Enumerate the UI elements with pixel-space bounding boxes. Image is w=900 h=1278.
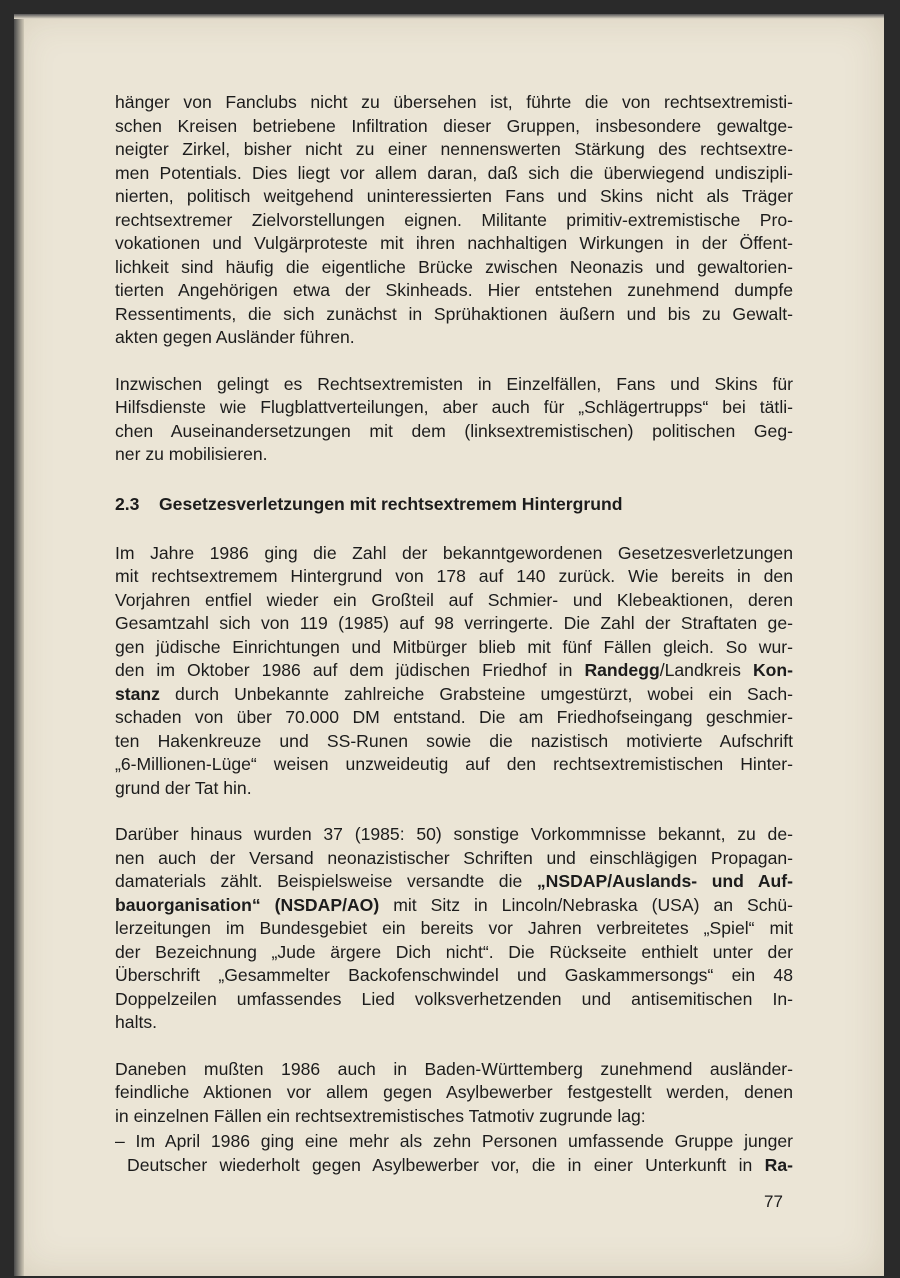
text-line: Hilfsdienste wie Flugblattverteilungen, aber auch für „Schlägertrupps“ bei tätli-	[115, 397, 793, 417]
text-line: Gesamtzahl sich von 119 (1985) auf 98 verringerte. Die Zahl der Straftaten ge-	[115, 613, 793, 633]
text-run: den im Oktober 1986 auf dem jüdischen Friedhof in	[115, 660, 585, 680]
text-line: schen Kreisen betriebene Infiltration dieser Gruppen, insbesondere gewaltge-	[115, 115, 793, 136]
text-line: Darüber hinaus wurden 37 (1985: 50) sonstige Vorkommnisse bekannt, zu de-	[115, 824, 793, 844]
text-line: schaden von über 70.000 DM entstand. Die am Friedhofseingang geschmier-	[115, 707, 793, 727]
text-line: mit rechtsextremem Hintergrund von 178 auf 140 zurück. Wie bereits in den	[115, 566, 793, 586]
paragraph-xenophobia	[115, 1058, 793, 1129]
text-line: Doppelzeilen umfassendes Lied volksverhetzenden und antisemitischen In-	[115, 988, 793, 1009]
text-line: nierten, politisch weitgehend uninteressierten Fans und Skins nicht als Träger	[115, 186, 793, 206]
text-line: ten Hakenkreuze und SS-Runen sowie die nazistisch motivierte Aufschrift	[115, 730, 793, 751]
text-line: der Bezeichnung „Jude ärgere Dich nicht“. Die Rückseite enthielt unter der	[115, 941, 793, 962]
text-run: /Landkreis	[659, 660, 753, 680]
text-line: rechtsextremer Zielvorstellungen eignen. Militante primitiv-extremistische Pro-	[115, 209, 793, 230]
text-line: – Im April 1986 ging eine mehr als zehn Personen umfassende Gruppe junger	[115, 1131, 793, 1151]
text-line: chen Auseinandersetzungen mit dem (linksextremistischen) politischen Geg-	[115, 420, 793, 441]
place-name-fragment: Ra-	[764, 1154, 793, 1175]
place-name-konstanz: Kon-	[752, 660, 793, 680]
text-line	[115, 683, 793, 707]
text-run: Deutscher wiederholt gegen Asylbewerber vor, die in einer Unterkunft in	[127, 1154, 765, 1175]
text-line: hänger von Fanclubs nicht zu übersehen ist, führte die von rechtsextremisti-	[115, 92, 793, 112]
place-name-konstanz-cont: stanz	[115, 683, 160, 704]
scanned-page	[14, 14, 884, 1276]
text-line: Inzwischen gelingt es Rechtsextremisten in Einzelfällen, Fans und Skins für	[115, 373, 793, 394]
text-line	[115, 894, 793, 918]
text-line: nen auch der Versand neonazistischer Schriften und einschlägigen Propagan-	[115, 847, 793, 868]
text-line: grund der Tat hin.	[115, 777, 252, 798]
page-edge-shadow	[14, 14, 24, 1276]
text-line: tierten Angehörigen etwa der Skinheads. Hier entstehen zunehmend dumpfe	[115, 280, 793, 300]
text-line: feindliche Aktionen vor allem gegen Asylbewerber festgestellt werden, denen	[115, 1082, 793, 1102]
text-run: durch Unbekannte zahlreiche Grabsteine umgestürzt, wobei ein Sach-	[159, 683, 793, 704]
place-name-randegg: Randegg	[584, 660, 660, 680]
list-item	[115, 1130, 793, 1177]
paragraph-mobilization	[115, 373, 793, 467]
text-line: Daneben mußten 1986 auch in Baden-Württemberg zunehmend ausländer-	[115, 1058, 793, 1079]
text-line: lerzeitungen im Bundesgebiet ein bereits vor Jahren verbreitetes „Spiel“ mit	[115, 918, 793, 938]
text-line: halts.	[115, 1012, 158, 1032]
paragraph-statistics	[115, 542, 793, 801]
paragraph-fanclubs	[115, 91, 793, 350]
text-line: gen jüdische Einrichtungen und Mitbürger blieb mit fünf Fällen gleich. So wur-	[115, 636, 793, 657]
text-line	[115, 659, 793, 683]
text-line: Vorjahren entfiel wieder ein Großteil auf Schmier- und Klebeaktionen, deren	[115, 589, 793, 610]
paragraph-propaganda	[115, 823, 793, 1035]
text-line: neigter Zirkel, bisher nicht zu einer nennenswerten Stärkung des rechtsextre-	[115, 139, 793, 159]
text-line: Im Jahre 1986 ging die Zahl der bekanntgewordenen Gesetzesverletzungen	[115, 542, 793, 563]
text-line: men Potentials. Dies liegt vor allem daran, daß sich die überwiegend undiszipli-	[115, 162, 793, 183]
text-line	[115, 1154, 793, 1178]
text-line: „6-Millionen-Lüge“ weisen unzweideutig auf den rechtsextremistischen Hinter-	[115, 754, 793, 774]
organisation-name: „NSDAP/Auslands- und Auf-	[536, 871, 793, 891]
section-title: Gesetzesverletzungen mit rechtsextremem Hintergrund	[159, 493, 623, 514]
page-content	[115, 91, 793, 1177]
text-line: ner zu mobilisieren.	[115, 444, 268, 464]
section-heading	[115, 493, 793, 517]
text-line: in einzelnen Fällen ein rechtsextremistisches Tatmotiv zugrunde lag:	[115, 1105, 646, 1126]
text-line: Überschrift „Gesammelter Backofenschwindel und Gaskammersongs“ ein 48	[115, 965, 793, 985]
text-line: vokationen und Vulgärproteste mit ihren nachhaltigen Wirkungen in der Öffent-	[115, 233, 793, 253]
page-number: 77	[764, 1192, 783, 1211]
page-top-edge	[14, 14, 884, 19]
text-line: akten gegen Ausländer führen.	[115, 327, 355, 347]
text-line: Ressentiments, die sich zunächst in Sprühaktionen äußern und bis zu Gewalt-	[115, 303, 793, 324]
text-line	[115, 870, 793, 894]
organisation-name-cont: bauorganisation“ (NSDAP/AO)	[115, 894, 380, 915]
text-run: damaterials zählt. Beispielsweise versandte die	[115, 871, 537, 891]
text-line: lichkeit sind häufig die eigentliche Brücke zwischen Neonazis und gewaltorien-	[115, 256, 793, 277]
text-run: mit Sitz in Lincoln/Nebraska (USA) an Schü-	[379, 894, 793, 915]
section-number: 2.3	[115, 493, 140, 514]
